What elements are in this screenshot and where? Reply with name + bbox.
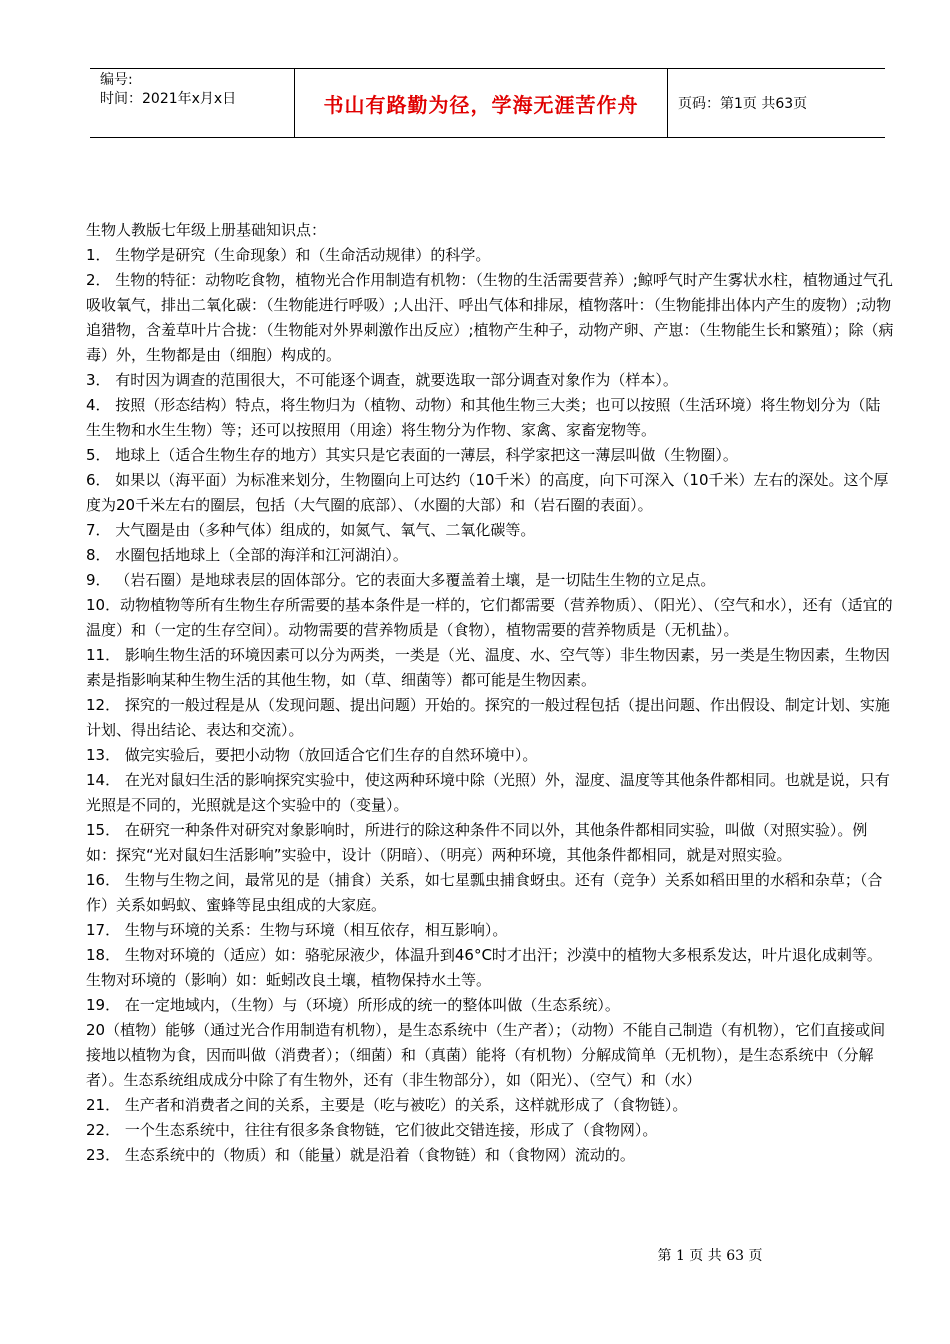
list-item: 20（植物）能够（通过光合作用制造有机物），是生态系统中（生产者）；（动物）不能自己制造（有机物），它们直接或间接地以植物为食，因而叫做（消费者）；（细菌）和（真菌）能将（有机物）分解成简单（无机物），是生态系统中（分解者）。生态系统组成成分中除了有生物外，还有（非生物部分），如（阳光）、（空气）和（水） xyxy=(86,1021,886,1089)
list-item: 1． 生物学是研究（生命现象）和（生命活动规律）的科学。 xyxy=(86,246,491,264)
list-item: 16． 生物与生物之间，最常见的是（捕食）关系，如七星瓢虫捕食蚜虫。还有（竞争）关系如稻田里的水稻和杂草；（合作）关系如蚂蚁、蜜蜂等昆虫组成的大家庭。 xyxy=(86,871,883,914)
intro-line: 生物人教版七年级上册基础知识点： xyxy=(86,221,327,239)
list-item: 4． 按照（形态结构）特点，将生物归为（植物、动物）和其他生物三大类；也可以按照（生活环境）将生物划分为（陆生生物和水生生物）等；还可以按照用（用途）将生物分为作物、家禽、家畜宠物等。 xyxy=(86,396,881,439)
list-item: 5． 地球上（适合生物生存的地方）其实只是它表面的一薄层，科学家把这一薄层叫做（生物圈）。 xyxy=(86,446,738,464)
list-item: 7． 大气圈是由（多种气体）组成的，如氮气、氧气、二氧化碳等。 xyxy=(86,521,536,539)
list-item: 3． 有时因为调查的范围很大，不可能逐个调查，就要选取一部分调查对象作为（样本）。 xyxy=(86,371,678,389)
list-item: 15． 在研究一种条件对研究对象影响时，所进行的除这种条件不同以外，其他条件都相同实验，叫做（对照实验）。例如：探究“光对鼠妇生活影响”实验中，设计（阴暗）、（明亮）两种环境，其他条件都相同，就是对照实验。 xyxy=(86,821,868,864)
list-item: 12． 探究的一般过程是从（发现问题、提出问题）开始的。探究的一般过程包括（提出问题、作出假设、制定计划、实施计划、得出结论、表达和交流）。 xyxy=(86,696,890,739)
header-motto-cell xyxy=(295,69,668,137)
list-item: 14． 在光对鼠妇生活的影响探究实验中，使这两种环境中除（光照）外，湿度、温度等其他条件都相同。也就是说，只有光照是不同的，光照就是这个实验中的（变量）。 xyxy=(86,771,890,814)
header-meta xyxy=(90,69,295,137)
list-item: 22． 一个生态系统中，往往有很多条食物链，它们彼此交错连接，形成了（食物网）。 xyxy=(86,1121,658,1139)
list-item: 8． 水圈包括地球上（全部的海洋和江河湖泊）。 xyxy=(86,546,408,564)
list-item: 23． 生态系统中的（物质）和（能量）就是沿着（食物链）和（食物网）流动的。 xyxy=(86,1146,635,1164)
list-item: 6． 如果以（海平面）为标准来划分，生物圈向上可达约（10千米）的高度，向下可深入（10千米）左右的深处。这个厚度为20千米左右的圈层，包括（大气圈的底部）、（水圈的大部）和（岩石圈的表面）。 xyxy=(86,471,889,514)
list-item: 18． 生物对环境的（适应）如：骆驼尿液少，体温升到46°C时才出汗；沙漠中的植物大多根系发达，叶片退化成刺等。生物对环境的（影响）如：蚯蚓改良土壤，植物保持水土等。 xyxy=(86,946,882,989)
list-item: 2． 生物的特征：动物吃食物，植物光合作用制造有机物：（生物的生活需要营养）;鲸呼气时产生雾状水柱，植物通过气孔吸收氧气，排出二氧化碳：（生物能进行呼吸）;人出汗、呼出气体和排尿，植物落叶：（生物能排出体内产生的废物）;动物追猎物，含羞草叶片合拢：（生物能对外界刺激作出反应）;植物产生种子，动物产卵、产崽：（生物能生长和繁殖）；除（病毒）外，生物都是由（细胞）构成的。 xyxy=(86,271,894,364)
list-item: 10．动物植物等所有生物生存所需要的基本条件是一样的，它们都需要（营养物质）、（阳光）、（空气和水），还有（适宜的温度）和（一定的生存空间）。动物需要的营养物质是（食物），植物需要的营养物质是（无机盐）。 xyxy=(86,596,893,639)
number-label: 编号: xyxy=(100,72,133,88)
list-item: 13． 做完实验后，要把小动物（放回适合它们生存的自然环境中）。 xyxy=(86,746,538,764)
header-page-info: 页码：第1页 共63页 xyxy=(678,96,808,112)
list-item: 9． （岩石圈）是地球表层的固体部分。它的表面大多覆盖着土壤，是一切陆生生物的立足点。 xyxy=(86,571,716,589)
list-item: 21． 生产者和消费者之间的关系，主要是（吃与被吃）的关系，这样就形成了（食物链）。 xyxy=(86,1096,688,1114)
list-item: 11． 影响生物生活的环境因素可以分为两类，一类是（光、温度、水、空气等）非生物因素，另一类是生物因素，生物因素是指影响某种生物生活的其他生物，如（草、细菌等）都可能是生物因素。 xyxy=(86,646,890,689)
time-label: 时间：2021年x月x日 xyxy=(100,91,237,107)
page-footer: 第 1 页 共 63 页 xyxy=(657,1248,763,1264)
motto: 书山有路勤为径，学海无涯苦作舟 xyxy=(323,92,639,117)
list-item: 17． 生物与环境的关系：生物与环境（相互依存，相互影响）。 xyxy=(86,921,508,939)
document-header xyxy=(90,68,885,138)
list-item: 19． 在一定地域内，（生物）与（环境）所形成的统一的整体叫做（生态系统）。 xyxy=(86,996,620,1014)
document-body xyxy=(86,218,894,1168)
